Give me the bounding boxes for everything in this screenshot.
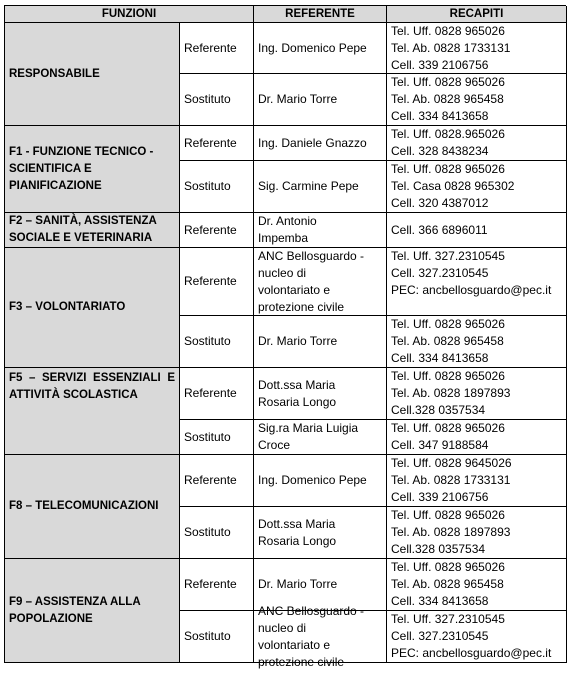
header-funzioni: FUNZIONI [5, 6, 254, 23]
recapiti-cell: Cell. 366 6896011 [387, 213, 567, 248]
ruolo-cell: Sostituto [180, 316, 254, 368]
recapiti-cell: Tel. Uff. 0828.965026 Cell. 328 8438234 [387, 126, 567, 161]
ruolo-cell: Referente [180, 368, 254, 420]
contacts-table [4, 5, 566, 669]
recapiti-cell: Tel. Uff. 0828 965026 Tel. Ab. 0828 965458 Cell. 334 8413658 [387, 559, 567, 611]
referente-cell: Ing. Domenico Pepe [254, 455, 387, 507]
ruolo-cell: Referente [180, 248, 254, 316]
referente-cell: Dr. Mario Torre [254, 559, 387, 611]
ruolo-cell: Referente [180, 213, 254, 248]
funzione-f3: F3 – VOLONTARIATO [5, 248, 180, 368]
referente-cell: ANC Bellosguardo - nucleo di volontariato e protezione civile [254, 611, 387, 663]
ruolo-cell: Sostituto [180, 507, 254, 559]
ruolo-cell: Sostituto [180, 74, 254, 126]
funzione-f1: F1 - FUNZIONE TECNICO - SCIENTIFICA E PIANIFICAZIONE [5, 126, 180, 213]
header-recapiti: RECAPITI [387, 6, 567, 23]
recapiti-cell: Tel. Uff. 327.2310545 Cell. 327.2310545 PEC: ancbellosguardo@pec.it [387, 248, 567, 316]
ruolo-cell: Sostituto [180, 611, 254, 663]
referente-cell: Sig.ra Maria Luigia Croce [254, 420, 387, 455]
referente-cell: Dott.ssa Maria Rosaria Longo [254, 368, 387, 420]
recapiti-cell: Tel. Uff. 0828 965026 Tel. Ab. 0828 965458 Cell. 334 8413658 [387, 74, 567, 126]
referente-cell: Dr. Mario Torre [254, 74, 387, 126]
referente-cell: Dott.ssa Maria Rosaria Longo [254, 507, 387, 559]
referente-cell: Ing. Domenico Pepe [254, 23, 387, 74]
recapiti-cell: Tel. Uff. 327.2310545 Cell. 327.2310545 PEC: ancbellosguardo@pec.it [387, 611, 567, 663]
recapiti-cell: Tel. Uff. 0828 9645026 Tel. Ab. 0828 1733131 Cell. 339 2106756 [387, 455, 567, 507]
ruolo-cell: Referente [180, 23, 254, 74]
referente-cell: Dr. Antonio Impemba [254, 213, 387, 248]
recapiti-cell: Tel. Uff. 0828 965026 Cell. 347 9188584 [387, 420, 567, 455]
ruolo-cell: Referente [180, 455, 254, 507]
referente-cell: ANC Bellosguardo - nucleo di volontariato e protezione civile [254, 248, 387, 316]
recapiti-cell: Tel. Uff. 0828 965026 Tel. Ab. 0828 1733131 Cell. 339 2106756 [387, 23, 567, 74]
funzione-responsabile: RESPONSABILE [5, 23, 180, 126]
referente-cell: Sig. Carmine Pepe [254, 161, 387, 213]
referente-cell: Ing. Daniele Gnazzo [254, 126, 387, 161]
header-referente: REFERENTE [254, 6, 387, 23]
recapiti-cell: Tel. Uff. 0828 965026 Tel. Ab. 0828 1897893 Cell.328 0357534 [387, 507, 567, 559]
ruolo-cell: Referente [180, 126, 254, 161]
funzione-f8: F8 – TELECOMUNICAZIONI [5, 455, 180, 559]
funzione-f2: F2 – SANITÀ, ASSISTENZA SOCIALE E VETERINARIA [5, 213, 180, 248]
recapiti-cell: Tel. Uff. 0828 965026 Tel. Ab. 0828 1897893 Cell.328 0357534 [387, 368, 567, 420]
ruolo-cell: Sostituto [180, 420, 254, 455]
referente-cell: Dr. Mario Torre [254, 316, 387, 368]
recapiti-cell: Tel. Uff. 0828 965026 Tel. Casa 0828 965302 Cell. 320 4387012 [387, 161, 567, 213]
funzione-f9: F9 – ASSISTENZA ALLA POPOLAZIONE [5, 559, 180, 663]
funzione-f5: F5 – SERVIZI ESSENZIALI E ATTIVITÀ SCOLASTICA [5, 368, 180, 455]
ruolo-cell: Sostituto [180, 161, 254, 213]
ruolo-cell: Referente [180, 559, 254, 611]
recapiti-cell: Tel. Uff. 0828 965026 Tel. Ab. 0828 965458 Cell. 334 8413658 [387, 316, 567, 368]
